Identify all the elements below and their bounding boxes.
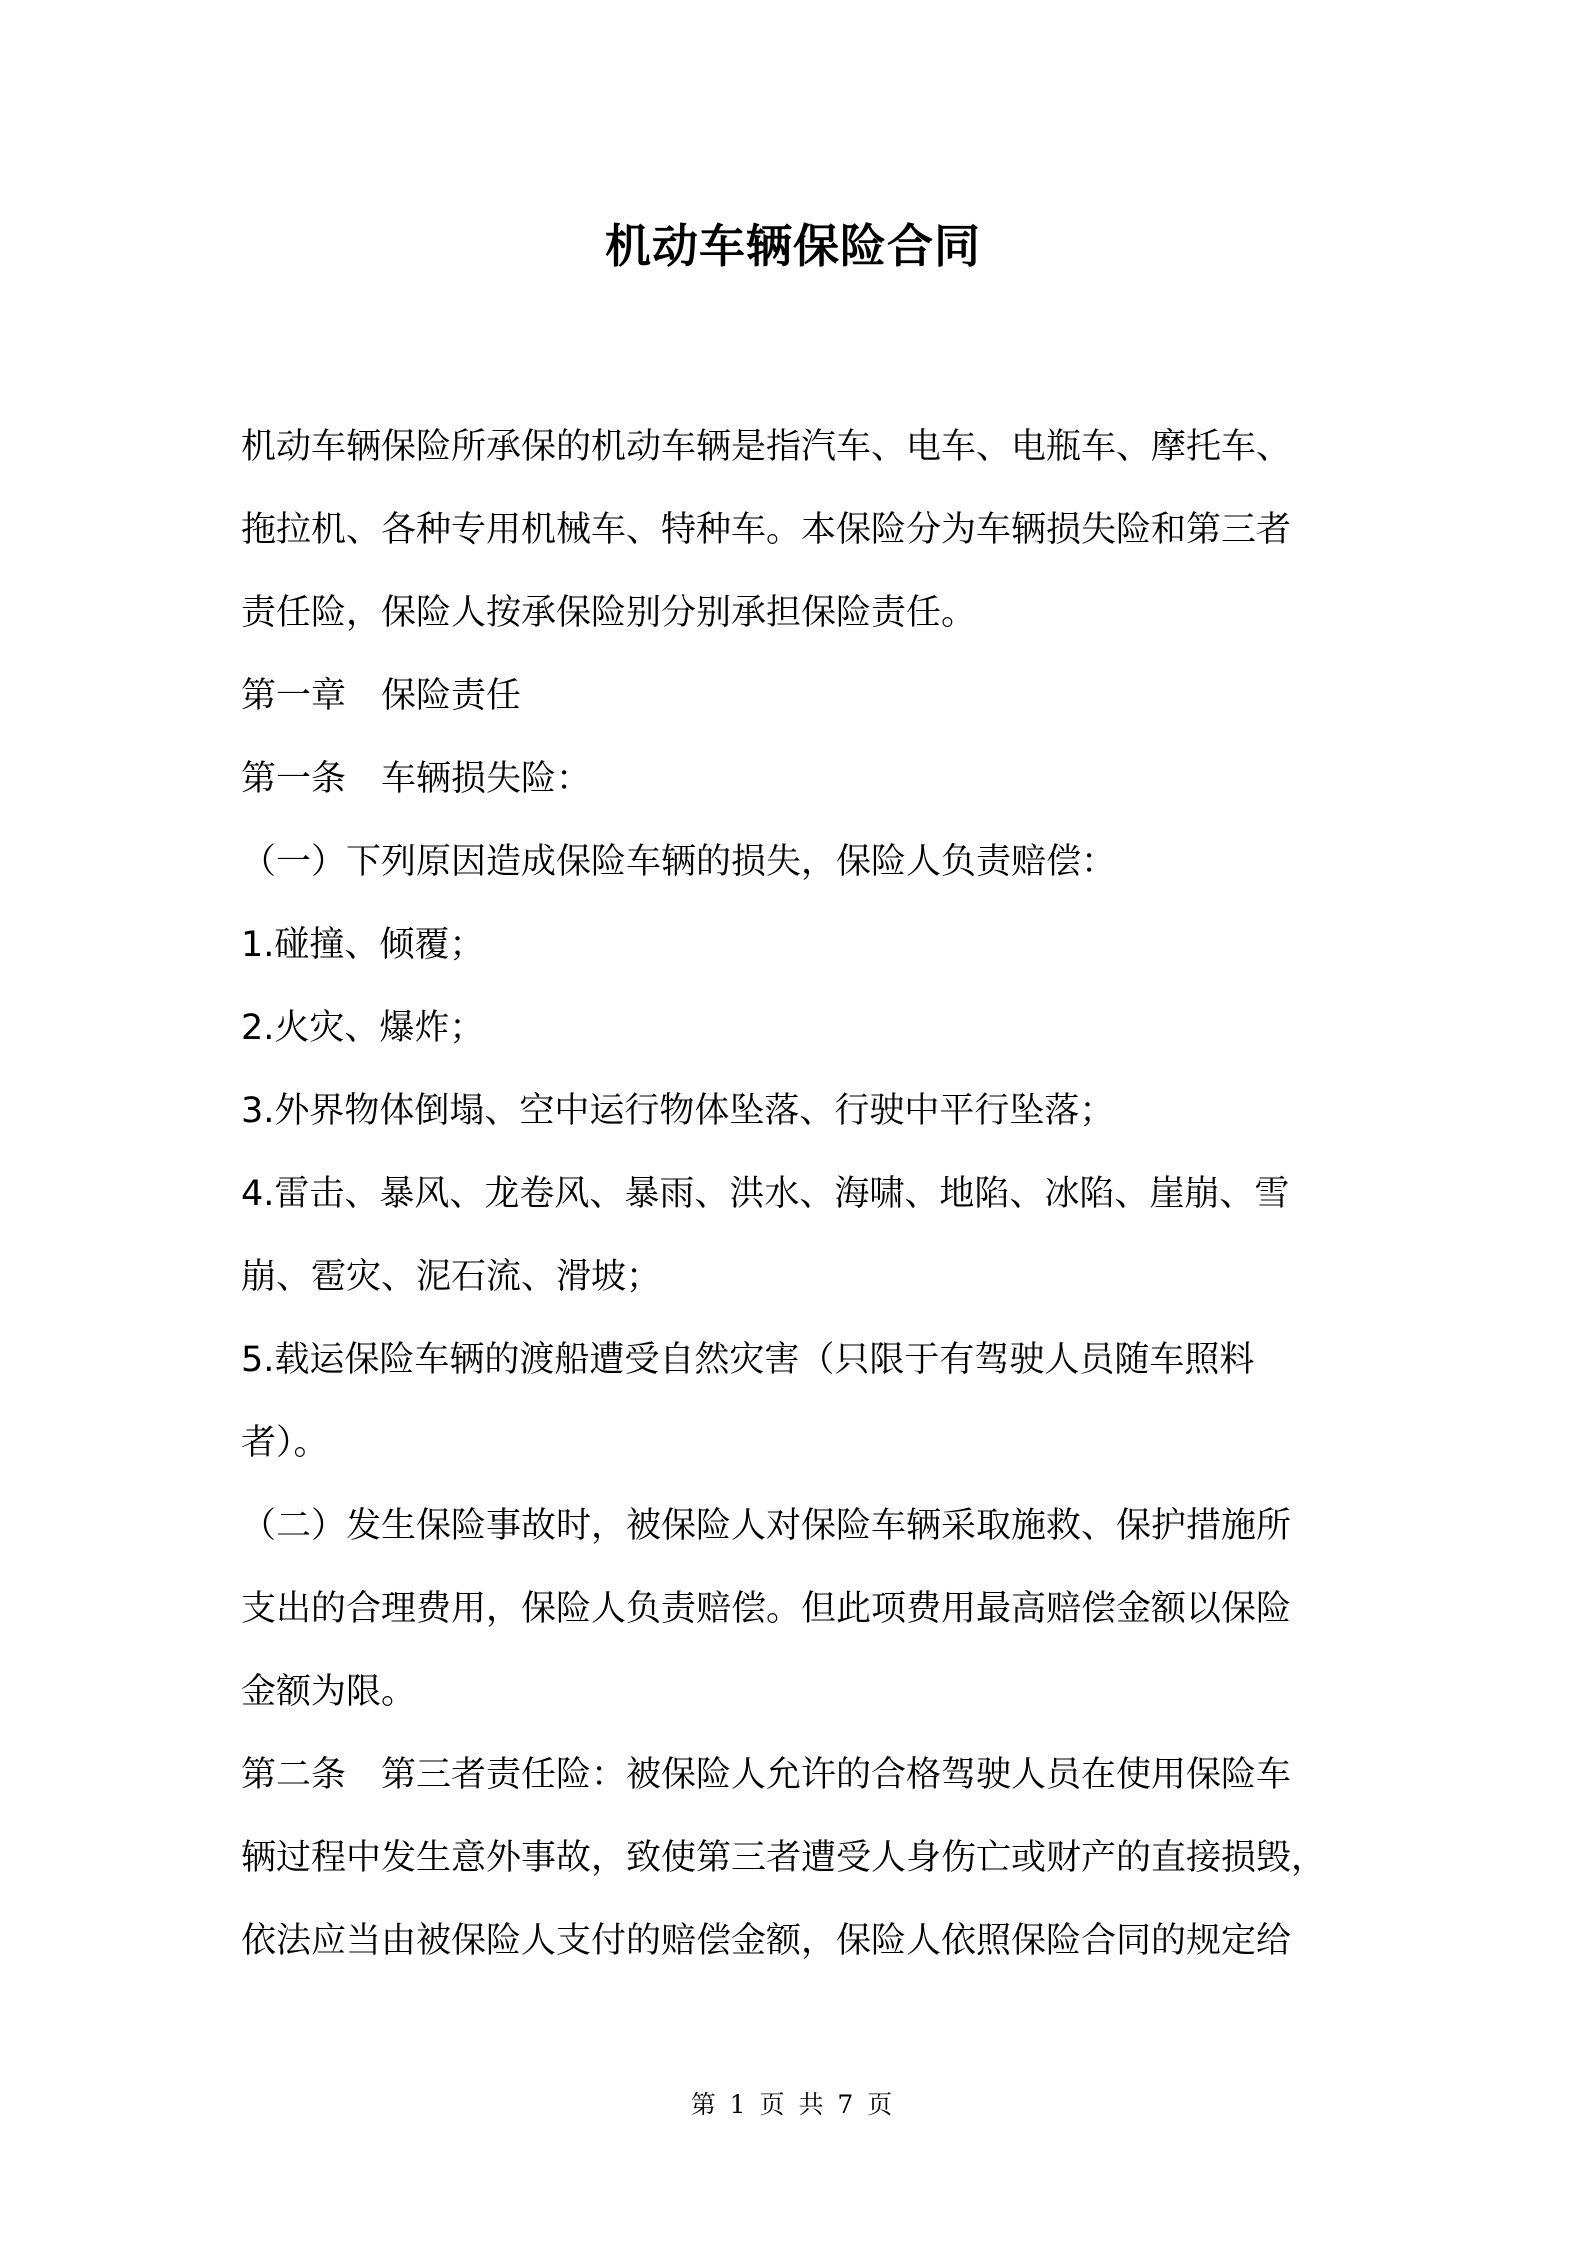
body-line: （二）发生保险事故时，被保险人对保险车辆采取施救、保护措施所 — [241, 1506, 1292, 1546]
list-item: 5.载运保险车辆的渡船遭受自然灾害（只限于有驾驶人员随车照料 — [241, 1340, 1255, 1380]
list-item: 者）。 — [241, 1423, 329, 1463]
body-line: 依法应当由被保险人支付的赔偿金额，保险人依照保险合同的规定给 — [241, 1921, 1292, 1961]
body-line: 辆过程中发生意外事故，致使第三者遭受人身伤亡或财产的直接损毁， — [241, 1838, 1327, 1878]
list-item: 3.外界物体倒塌、空中运行物体坠落、行驶中平行坠落； — [241, 1091, 1115, 1131]
body-line: 拖拉机、各种专用机械车、特种车。本保险分为车辆损失险和第三者 — [241, 510, 1292, 550]
page-number-footer: 第 1 页 共 7 页 — [690, 2090, 896, 2119]
list-item: 崩、雹灾、泥石流、滑坡； — [241, 1257, 662, 1297]
body-line: （一）下列原因造成保险车辆的损失，保险人负责赔偿： — [241, 842, 1117, 882]
article-heading: 第二条 第三者责任险：被保险人允许的合格驾驶人员在使用保险车 — [241, 1755, 1292, 1795]
chapter-heading: 第一章 保险责任 — [241, 676, 522, 716]
document-body — [241, 406, 1361, 1983]
list-item: 4.雷击、暴风、龙卷风、暴雨、洪水、海啸、地陷、冰陷、崖崩、雪 — [241, 1174, 1290, 1214]
list-item: 2.火灾、爆炸； — [241, 1008, 485, 1048]
document-title: 机动车辆保险合同 — [605, 219, 981, 273]
body-line: 责任险，保险人按承保险别分别承担保险责任。 — [241, 593, 977, 633]
body-line: 支出的合理费用，保险人负责赔偿。但此项费用最高赔偿金额以保险 — [241, 1589, 1292, 1629]
body-line: 金额为限。 — [241, 1672, 417, 1712]
list-item: 1.碰撞、倾覆； — [241, 925, 485, 965]
body-line: 机动车辆保险所承保的机动车辆是指汽车、电车、电瓶车、摩托车、 — [241, 427, 1292, 467]
article-heading: 第一条 车辆损失险： — [241, 759, 592, 799]
